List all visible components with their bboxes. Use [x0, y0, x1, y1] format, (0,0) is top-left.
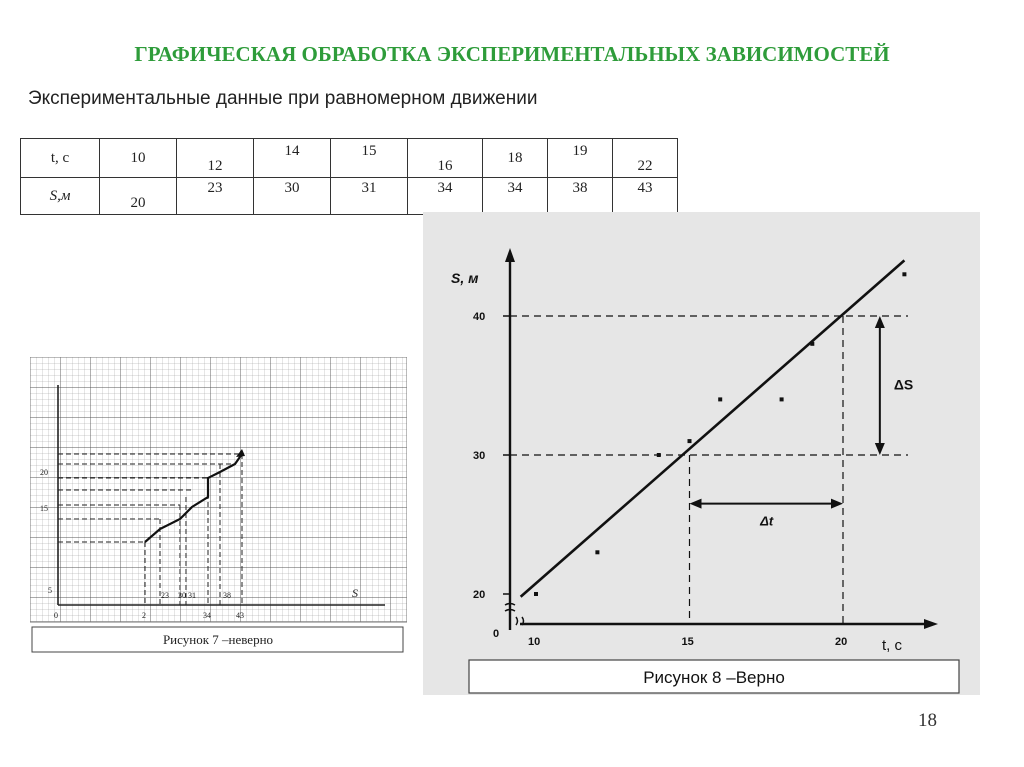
figure8-x-tick-label: 15 — [681, 636, 694, 648]
figure8-data-point — [902, 272, 906, 276]
figure8-x-label: t, с — [882, 637, 903, 654]
slide-subtitle: Экспериментальные данные при равномерном движении — [28, 88, 538, 109]
figure7-y-tick-5: 5 — [48, 586, 52, 595]
figure7-x-tick: 38 — [223, 591, 231, 600]
figure8-y-tick-label: 40 — [473, 311, 486, 323]
figure8-origin: 0 — [493, 628, 500, 640]
table-cell: 18 — [483, 139, 548, 178]
table-cell: 43 — [613, 178, 678, 215]
figure8-data-point — [534, 592, 538, 596]
figure7-x-tick: 23 — [161, 591, 169, 600]
figure7-y-tick-20: 20 — [40, 468, 48, 477]
table-cell: 14 — [254, 139, 331, 178]
table-cell: 23 — [177, 178, 254, 215]
figure8-y-tick-label: 30 — [473, 450, 486, 462]
table-cell: 34 — [408, 178, 483, 215]
figure7-x-tick: 31 — [188, 591, 196, 600]
table-cell: 10 — [100, 139, 177, 178]
figure8-data-point — [718, 397, 722, 401]
figure8-x-tick-label: 10 — [528, 636, 541, 648]
figure7-caption: Рисунок 7 –неверно — [162, 632, 274, 647]
figure8-data-point — [780, 397, 784, 401]
figure7-x-tick: 30 — [178, 591, 186, 600]
figure8-data-point — [688, 439, 692, 443]
table-header-t: t, с — [21, 139, 100, 178]
slide-title: ГРАФИЧЕСКАЯ ОБРАБОТКА ЭКСПЕРИМЕНТАЛЬНЫХ ЗАВИСИМОСТЕЙ — [134, 42, 890, 66]
table-cell: 20 — [100, 178, 177, 215]
table-header-s-label: S,м — [49, 187, 71, 204]
table-cell: 31 — [331, 178, 408, 215]
figure8-y-tick-label: 20 — [473, 589, 486, 601]
figure8-background — [423, 212, 980, 695]
figure8-delta-t-label: Δt — [760, 513, 774, 529]
figure8-caption: Рисунок 8 –Верно — [643, 668, 785, 687]
table-cell: 22 — [613, 139, 678, 178]
figure7-x-tick: 43 — [236, 611, 244, 620]
table-cell: 15 — [331, 139, 408, 178]
table-cell: 16 — [408, 139, 483, 178]
page-number: 18 — [918, 710, 937, 731]
table-cell: 12 — [177, 139, 254, 178]
figure8-y-label: S, м — [451, 270, 479, 286]
figure8-chart — [423, 212, 980, 695]
table-header-s — [21, 178, 100, 215]
data-table — [20, 138, 678, 215]
table-row-s — [21, 178, 678, 215]
figure7-axis-label: S — [352, 586, 358, 600]
table-cell: 19 — [548, 139, 613, 178]
table-row-t — [21, 139, 678, 178]
figure8-data-point — [657, 453, 661, 457]
figure8-data-point — [810, 342, 814, 346]
table-cell: 34 — [483, 178, 548, 215]
figure7-graph-paper — [30, 357, 407, 657]
figure8-data-point — [595, 550, 599, 554]
table-cell: 38 — [548, 178, 613, 215]
table-cell: 30 — [254, 178, 331, 215]
figure7-x-tick: 2 — [142, 611, 146, 620]
figure8-x-tick-label: 20 — [835, 636, 848, 648]
figure7-x-tick: 34 — [203, 611, 211, 620]
figure7-origin: 0 — [54, 611, 58, 620]
figure8-delta-s-label: ΔS — [893, 376, 914, 393]
figure7-y-tick-15: 15 — [40, 504, 48, 513]
